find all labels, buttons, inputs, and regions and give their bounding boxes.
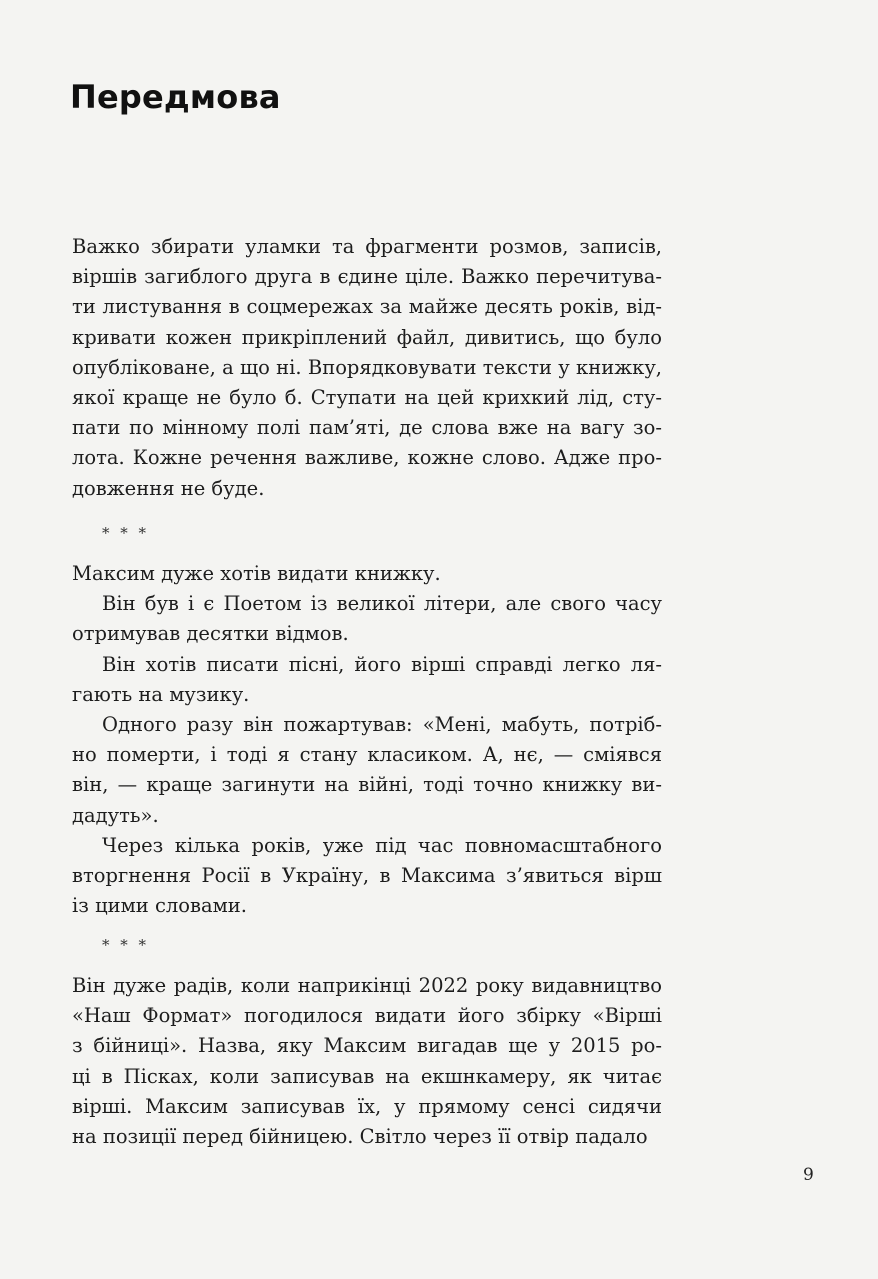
text-line: Він був і є Поетом із великої літери, але свого часу [102,592,662,616]
text-line: но померти, і тоді я стану класиком. А, нє, — сміявся [72,743,662,767]
text-line: якої краще не було б. Ступати на цей крихкий лід, сту- [72,386,662,410]
text-line: «Наш Формат» погодилося видати його збірку «Вірші [72,1004,662,1028]
text-line: вірші. Максим записував їх, у прямому сенсі сидячи [72,1094,662,1118]
section-separator: * * * [102,524,150,542]
text-line: пати по мінному полі пам’яті, де слова вже на вагу зо- [72,416,662,440]
text-line: віршів загиблого друга в єдине ціле. Важко перечитува- [72,265,662,289]
text-line: з бійниці». Назва, яку Максим вигадав ще у 2015 ро- [72,1034,662,1058]
text-line: отримував десятки відмов. [72,622,349,646]
page-number: 9 [803,1165,814,1185]
text-line: кривати кожен прикріплений файл, дивитись, що було [72,325,662,349]
text-line: Він дуже радів, коли наприкінці 2022 року видавництво [72,974,662,997]
text-line: гають на музику. [72,682,250,706]
chapter-heading: Передмова [70,78,281,116]
text-line: він, — краще загинути на війні, тоді точно книжку ви- [72,773,662,797]
paragraph-intro [72,232,662,504]
text-line: Одного разу він пожартував: «Мені, мабуть, потріб- [102,713,662,737]
text-line: Через кілька років, уже під час повномасштабного [102,833,662,857]
text-line: вторгнення Росії в Україну, в Максима з’явиться вірш [72,864,662,888]
text-line: довження не буде. [72,476,265,500]
text-line: Він хотів писати пісні, його вірші справді легко ля- [102,652,662,676]
text-line: на позиції перед бійницею. Світло через її отвір падало [72,1125,648,1149]
paragraph-section-3 [72,971,662,1152]
section-separator: * * * [102,936,150,954]
text-line: Важко збирати уламки та фрагменти розмов, записів, [72,235,662,258]
paragraph-section-2 [72,559,662,921]
text-line: дадуть». [72,803,159,827]
text-line: опубліковане, а що ні. Впорядковувати тексти у книжку, [72,355,662,379]
text-line: із цими словами. [72,894,247,918]
text-line: лота. Кожне речення важливе, кожне слово. Адже про- [72,446,662,470]
text-line: Максим дуже хотів видати книжку. [72,562,441,585]
text-line: ти листування в соцмережах за майже десять років, від- [72,295,662,319]
text-line: ці в Пісках, коли записував на екшнкамеру, як читає [72,1064,662,1088]
